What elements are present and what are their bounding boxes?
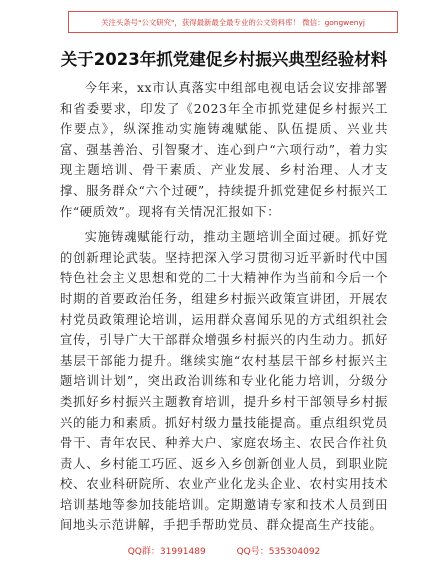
contact-footer (0, 544, 448, 557)
qq-group-text: QQ群：31991489 (127, 547, 206, 557)
promo-banner-text: 关注头条号"公文研究"，获得最新最全最专业的公文资料库！ 微信：gongwenyj (101, 17, 365, 27)
promo-banner (68, 11, 398, 33)
qq-number-text: QQ号：535304092 (236, 547, 321, 557)
paragraph-intro: 今年来，xx市认真落实中组部电视电话会议安排部署和省委要求，印发了《2023年全市抓党建促乡村振兴工作要点》，纵深推动实施铸魂赋能、队伍提质、兴业共富、强基善治、引智聚才、连心到户“六项行动”，着力实现主题培训、骨干素质、产业发展、乡村治理、人才支撑、服务群众“六个过硬”，持续提升抓党建促乡村振兴工作“硬质效”。现将有关情况汇报如下： (60, 81, 388, 219)
paragraph-training: 实施铸魂赋能行动，推动主题培训全面过硬。抓好党的创新理论武装。坚持把深入学习贯彻习近平新时代中国特色社会主义思想和党的二十大精神作为当前和今后一个时期的首要政治任务，组建乡村振兴政策宣讲团，开展农村党员政策理论培训，运用群众喜闻乐见的方式组织社会宣传，引导广大干部群众增强乡村振兴的内生动力。抓好基层干部能力提升。继续实施“农村基层干部乡村振兴主题培训计划”，突出政治训练和专业化能力培训，分级分类抓好乡村振兴主题教育培训，提升乡村干部领导乡村振兴的能力和素质。抓好村级力量技能提高。重点组织党员骨干、青年农民、种养大户、家庭农场主、农民合作社负责人、乡村能工巧匠、返乡入乡创新创业人员，到职业院校、农业科研院所、农业产业化龙头企业、农村实用技术培训基地等参加技能培训。定期邀请专家和技术人员到田间地头示范讲解，手把手帮助党员、群众提高生产技能。 (60, 230, 388, 533)
document-title: 关于2023年抓党建促乡村振兴典型经验材料 (60, 50, 388, 69)
document-body (60, 78, 388, 541)
